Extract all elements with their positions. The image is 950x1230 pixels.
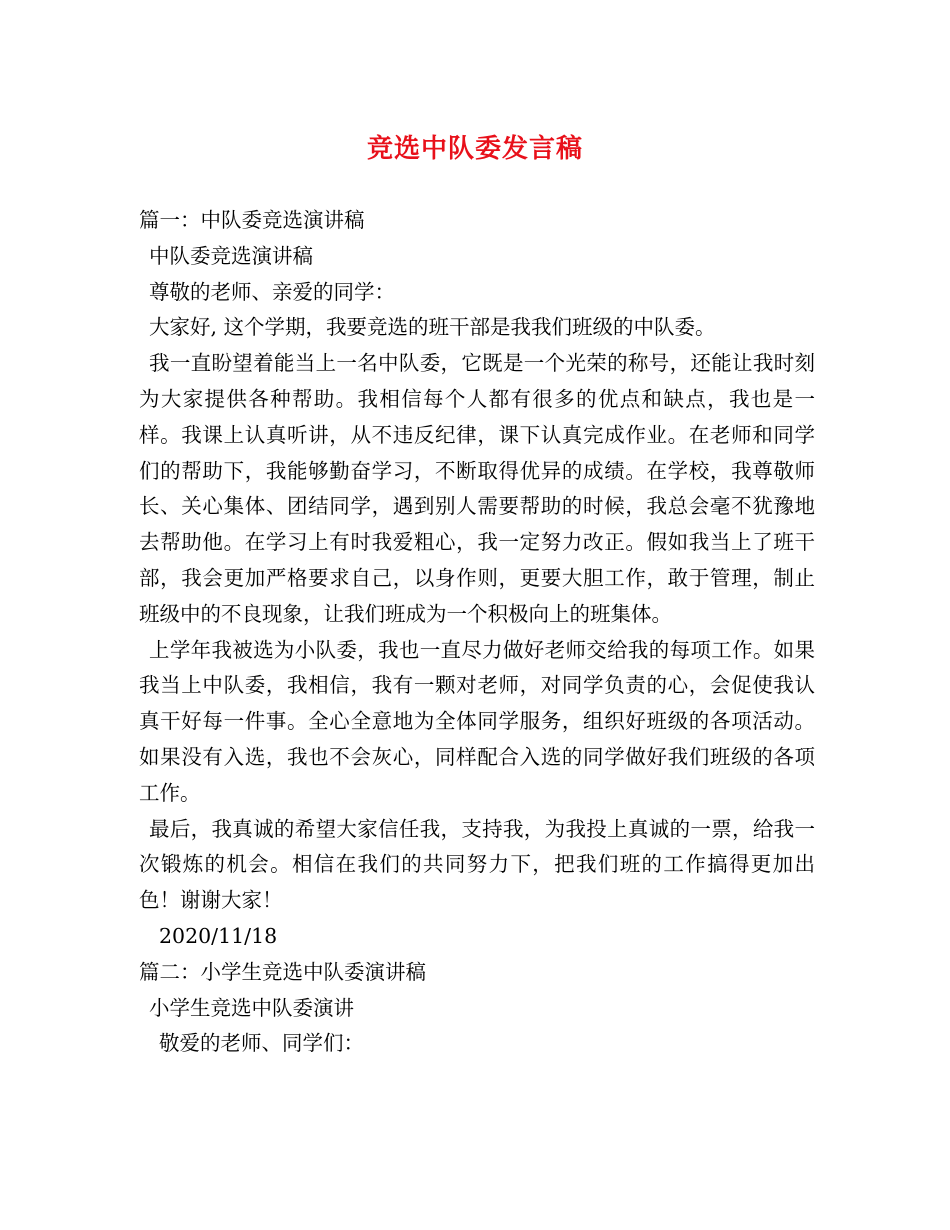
speech-title-2: 小学生竞选中队委演讲 — [149, 995, 354, 1020]
salutation-1: 尊敬的老师、亲爱的同学： — [149, 279, 395, 304]
paragraph-body-1: 我一直盼望着能当上一名中队委，它既是一个光荣的称号，还能让我时刻为大家提供各种帮助。我相信每个人都有很多的优点和缺点，我也是一样。我课上认真听讲，从不违反纪律，课下认真完成作业。在老师和同学们的帮助下，我能够勤奋学习，不断取得优异的成绩。在学校，我尊敬师长、关心集体、团结同学，遇到别人需要帮助的时候，我总会毫不犹豫地去帮助他。在学习上有时我爱粗心，我一定努力改正。假如我当上了班干部，我会更加严格要求自己，以身作则，更要大胆工作，敢于管理，制止班级中的不良现象，让我们班成为一个积极向上的班集体。 — [139, 351, 815, 626]
section-heading-1: 篇一：中队委竞选演讲稿 — [139, 208, 365, 232]
section-heading-2: 篇二：小学生竞选中队委演讲稿 — [139, 959, 426, 984]
paragraph-body-2: 上学年我被选为小队委，我也一直尽力做好老师交给我的每项工作。如果我当上中队委，我相信，我有一颗对老师，对同学负责的心，会促使我认真干好每一件事。全心全意地为全体同学服务，组织好班级的各项活动。如果没有入选，我也不会灰心，同样配合入选的同学做好我们班级的各项工作。 — [139, 637, 815, 805]
document-body — [139, 203, 815, 1062]
document-title: 竞选中队委发言稿 — [366, 134, 583, 164]
paragraph-greeting: 大家好, 这个学期，我要竞选的班干部是我我们班级的中队委。 — [149, 315, 716, 340]
document-date: 2020/11/18 — [159, 923, 278, 948]
speech-title-1: 中队委竞选演讲稿 — [149, 243, 313, 268]
paragraph-closing: 最后，我真诚的希望大家信任我，支持我，为我投上真诚的一票，给我一次锻炼的机会。相信在我们的共同努力下，把我们班的工作搞得更加出色！谢谢大家！ — [139, 816, 815, 913]
salutation-2: 敬爱的老师、同学们： — [159, 1031, 364, 1056]
